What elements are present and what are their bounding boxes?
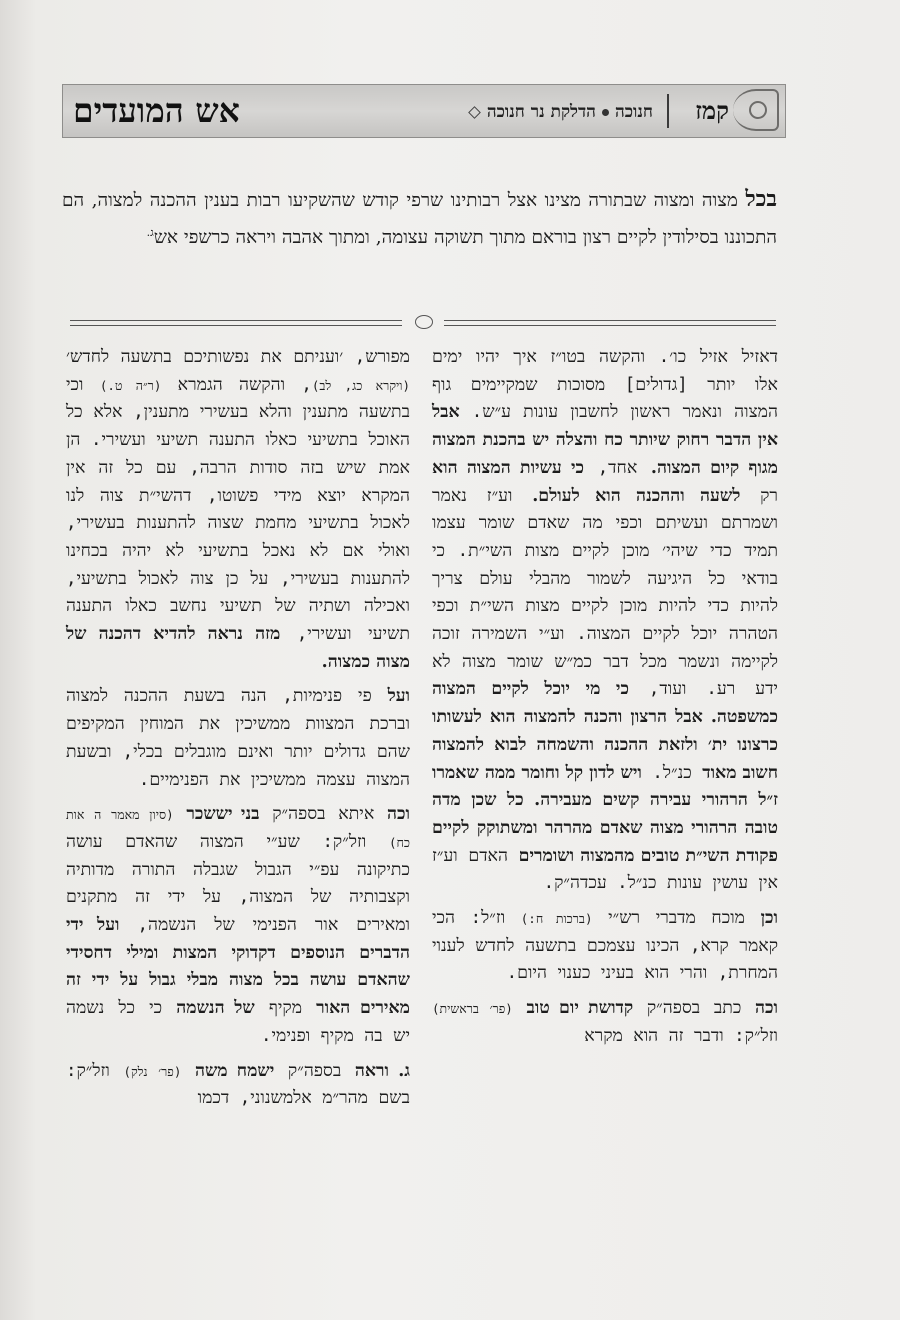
text-run: מקיף <box>268 998 303 1019</box>
divider-line-left <box>70 320 402 326</box>
header-subtitle-section: חנוכה <box>614 102 653 122</box>
paragraph <box>66 1058 410 1113</box>
source-citation: (פר׳ בראשית) <box>432 1001 513 1017</box>
source-citation: (ברכות ח:) <box>520 911 593 927</box>
source-citation: (ר״ה ט.) <box>99 377 162 393</box>
text-run: וזל״ק: שע״י המצוה שהאדם עושה כתיקונה עפ״י הגבול שגבלה התורה מדותיה וקצבותיה של המצוה, על ידי זה מתקנים ומאירים אור הפנימי של הנשמה, <box>66 831 410 936</box>
text-run: פי פנימיות, הנה בשעת ההכנה למצוה וברכת המצוות ממשיכין את המוחין המקיפים שהם גדולים יותר ואינם מוגבלים בכלי, ובשעת המצוה עצמה ממשיכין את הפנימיים. <box>66 686 410 790</box>
paragraph-lead-word: ג. וראה <box>354 1060 410 1081</box>
text-run: איתא בספה״ק <box>272 804 375 825</box>
page-number: קמז <box>695 96 729 125</box>
running-header <box>62 84 786 138</box>
bold-run: קדושת יום טוב <box>526 998 634 1019</box>
bold-run: כי עשיות המצוה הוא <box>432 457 585 478</box>
text-run: האדם וע״ז אין עושין עונות כנ״ל. עכדה״ק. <box>432 845 778 894</box>
text-run: אחד, <box>597 457 638 478</box>
paragraph-lead-word: ועל <box>387 686 410 707</box>
source-citation: (פר׳ נלק) <box>123 1063 182 1079</box>
paragraph <box>66 801 410 1050</box>
text-run: מפורש, ׳ועניתם את נפשותיכם בתשעה לחדש׳ <box>66 347 410 367</box>
header-subtitle <box>462 97 653 127</box>
intro-text: מצוה ומצוה שבתורה מצינו אצל רבותינו שרפי קודש שהשקיעו רבות בענין ההכנה למצוה, הם התכוננו בסילודין לקיים רצון בוראם מתוך תשוקה עצומה, ומתוך אהבה ויראה כרשפי אש <box>62 190 777 249</box>
bold-run: לשעה וההכנה הוא לעולם. <box>532 485 741 506</box>
bold-run: ישמח משה <box>194 1060 275 1081</box>
bold-run: בני יששכר <box>186 804 260 825</box>
right-column <box>432 344 778 1051</box>
paragraph <box>432 995 778 1050</box>
footnote-mark: ג. <box>146 226 154 239</box>
paragraph-lead-word: וכה <box>387 804 410 825</box>
paragraph <box>66 683 410 794</box>
text-run: וע״ז נאמר ושמרתם ועשיתם וכפי מה שאדם שומר עצמו תמיד כדי שיהי׳ מוכן לקיים מצות השי״ת. כי בודאי כל היגיעה לשמור מהבלי עולם צריך להיות כדי להיות מוכן לקיים מצות השי״ת וכפי הטהרה יוכל לקיים המצוה. וע״י השמירה זוכה לקיימה ונשמר מכל דבר כמ״ש שומר מצוה לא ידע רע. ועוד, <box>432 485 778 700</box>
divider-line-right <box>444 320 776 326</box>
text-run: בספה״ק <box>287 1060 342 1081</box>
text-run: כנ״ל. <box>652 762 692 783</box>
text-run: מוכח מדברי רש״י <box>608 908 745 929</box>
bold-run: ועל ידי הדברים הנוספים דקדוקי המצות ומילי דחסידי שהאדם עושה בכל מצוה מבלי גבול על ידי זה מאירים האור <box>66 915 410 1019</box>
bold-run: של הנשמה <box>176 998 255 1019</box>
text-run: כתב בספה״ק <box>646 998 742 1019</box>
source-citation: (ויקרא כג, לב) <box>311 377 411 393</box>
text-run: וזל״ק: ודבר זה הוא מקרא <box>584 1025 778 1046</box>
bold-run: מזה נראה להדיא דהכנה של מצוה כמצוה. <box>66 624 410 672</box>
section-divider <box>70 314 776 330</box>
header-separator <box>667 94 669 128</box>
intro-paragraph <box>62 183 777 254</box>
text-run: רק <box>760 485 778 506</box>
text-run: , והקשה הגמרא <box>177 374 312 395</box>
paragraph-lead-word: וכה <box>755 998 778 1019</box>
header-subtitle-topic: הדלקת נר חנוכה <box>486 102 596 122</box>
paragraph <box>432 344 778 898</box>
divider-ornament-icon <box>415 315 433 329</box>
text-run: דאזיל אזיל כו׳. והקשה בטו״ז איך יהיו ימים אלו יותר [גדולים] מסוכות שמקיימים גוף המצוה ונאמר ראשון לחשבון עונות ע״ש. <box>432 347 778 423</box>
header-ornament <box>733 89 779 131</box>
text-run: כי כל נשמה יש בה מקיף ופנימי. <box>66 998 410 1046</box>
paragraph <box>66 344 410 676</box>
book-title: אש המועדים <box>73 91 240 130</box>
paragraph-lead-word: וכן <box>760 908 778 929</box>
source-citation: (סיון מאמר ה אות כח) <box>66 807 410 850</box>
bold-run: ויש לדון קל וחומר ממה שאמרו ז״ל הרהורי עבירה קשים מעבירה. כל שכן מדה טובה הרהורי מצוה שאדם מהרהר ומשתוקק לקיים פקודת השי״ת טובים מהמצוה ושומרים <box>432 762 778 866</box>
bold-run: כי מי יוכל לקיים המצוה כמשפטה. אבל הרצון והכנה להמצוה הוא לעשותו כרצונו ית׳ ולזאת ההכנה והשמחה לבוא להמצוה חשוב מאוד <box>432 679 778 783</box>
text-run: וז״ל: הכי קאמר קרא, הכינו עצמכם בתשעה לחדש לענוי המחרת, והרי הוא בעיני כענוי היום. <box>432 908 778 984</box>
bullet-icon <box>602 109 609 116</box>
intro-lead-word: בכל <box>745 186 777 212</box>
bold-run: אבל אין הדבר רחוק שיותר כח והצלה יש בהכנת המצוה מגוף קיום המצוה. <box>432 402 778 478</box>
left-column <box>66 344 410 1113</box>
text-run: וזל״ק: בשם מהר״מ אלמשנוני, דכמו <box>66 1060 410 1109</box>
diamond-ornament-icon <box>468 106 481 119</box>
text-run: וכי בתשעה מתענין והלא בעשירי מתענין, אלא כל האוכל בתשיעי כאלו התענה תשיעי ועשירי. הן אמת שיש בזה סודות הרבה, עם כל זה אין המקרא יוצא מידי פשוטו, דהשי״ת צוה לנו לאכול בתשיעי מחמת שצוה להתענות בעשירי, ואולי אם לא נאכל בתשיעי לא יהיה בכחינו להתענות בעשירי, על כן צוה לאכול בתשיעי, ואכילה ושתיה של תשיעי נחשב כאלו התענה תשיעי ועשירי, <box>66 374 410 645</box>
paragraph <box>432 905 778 988</box>
